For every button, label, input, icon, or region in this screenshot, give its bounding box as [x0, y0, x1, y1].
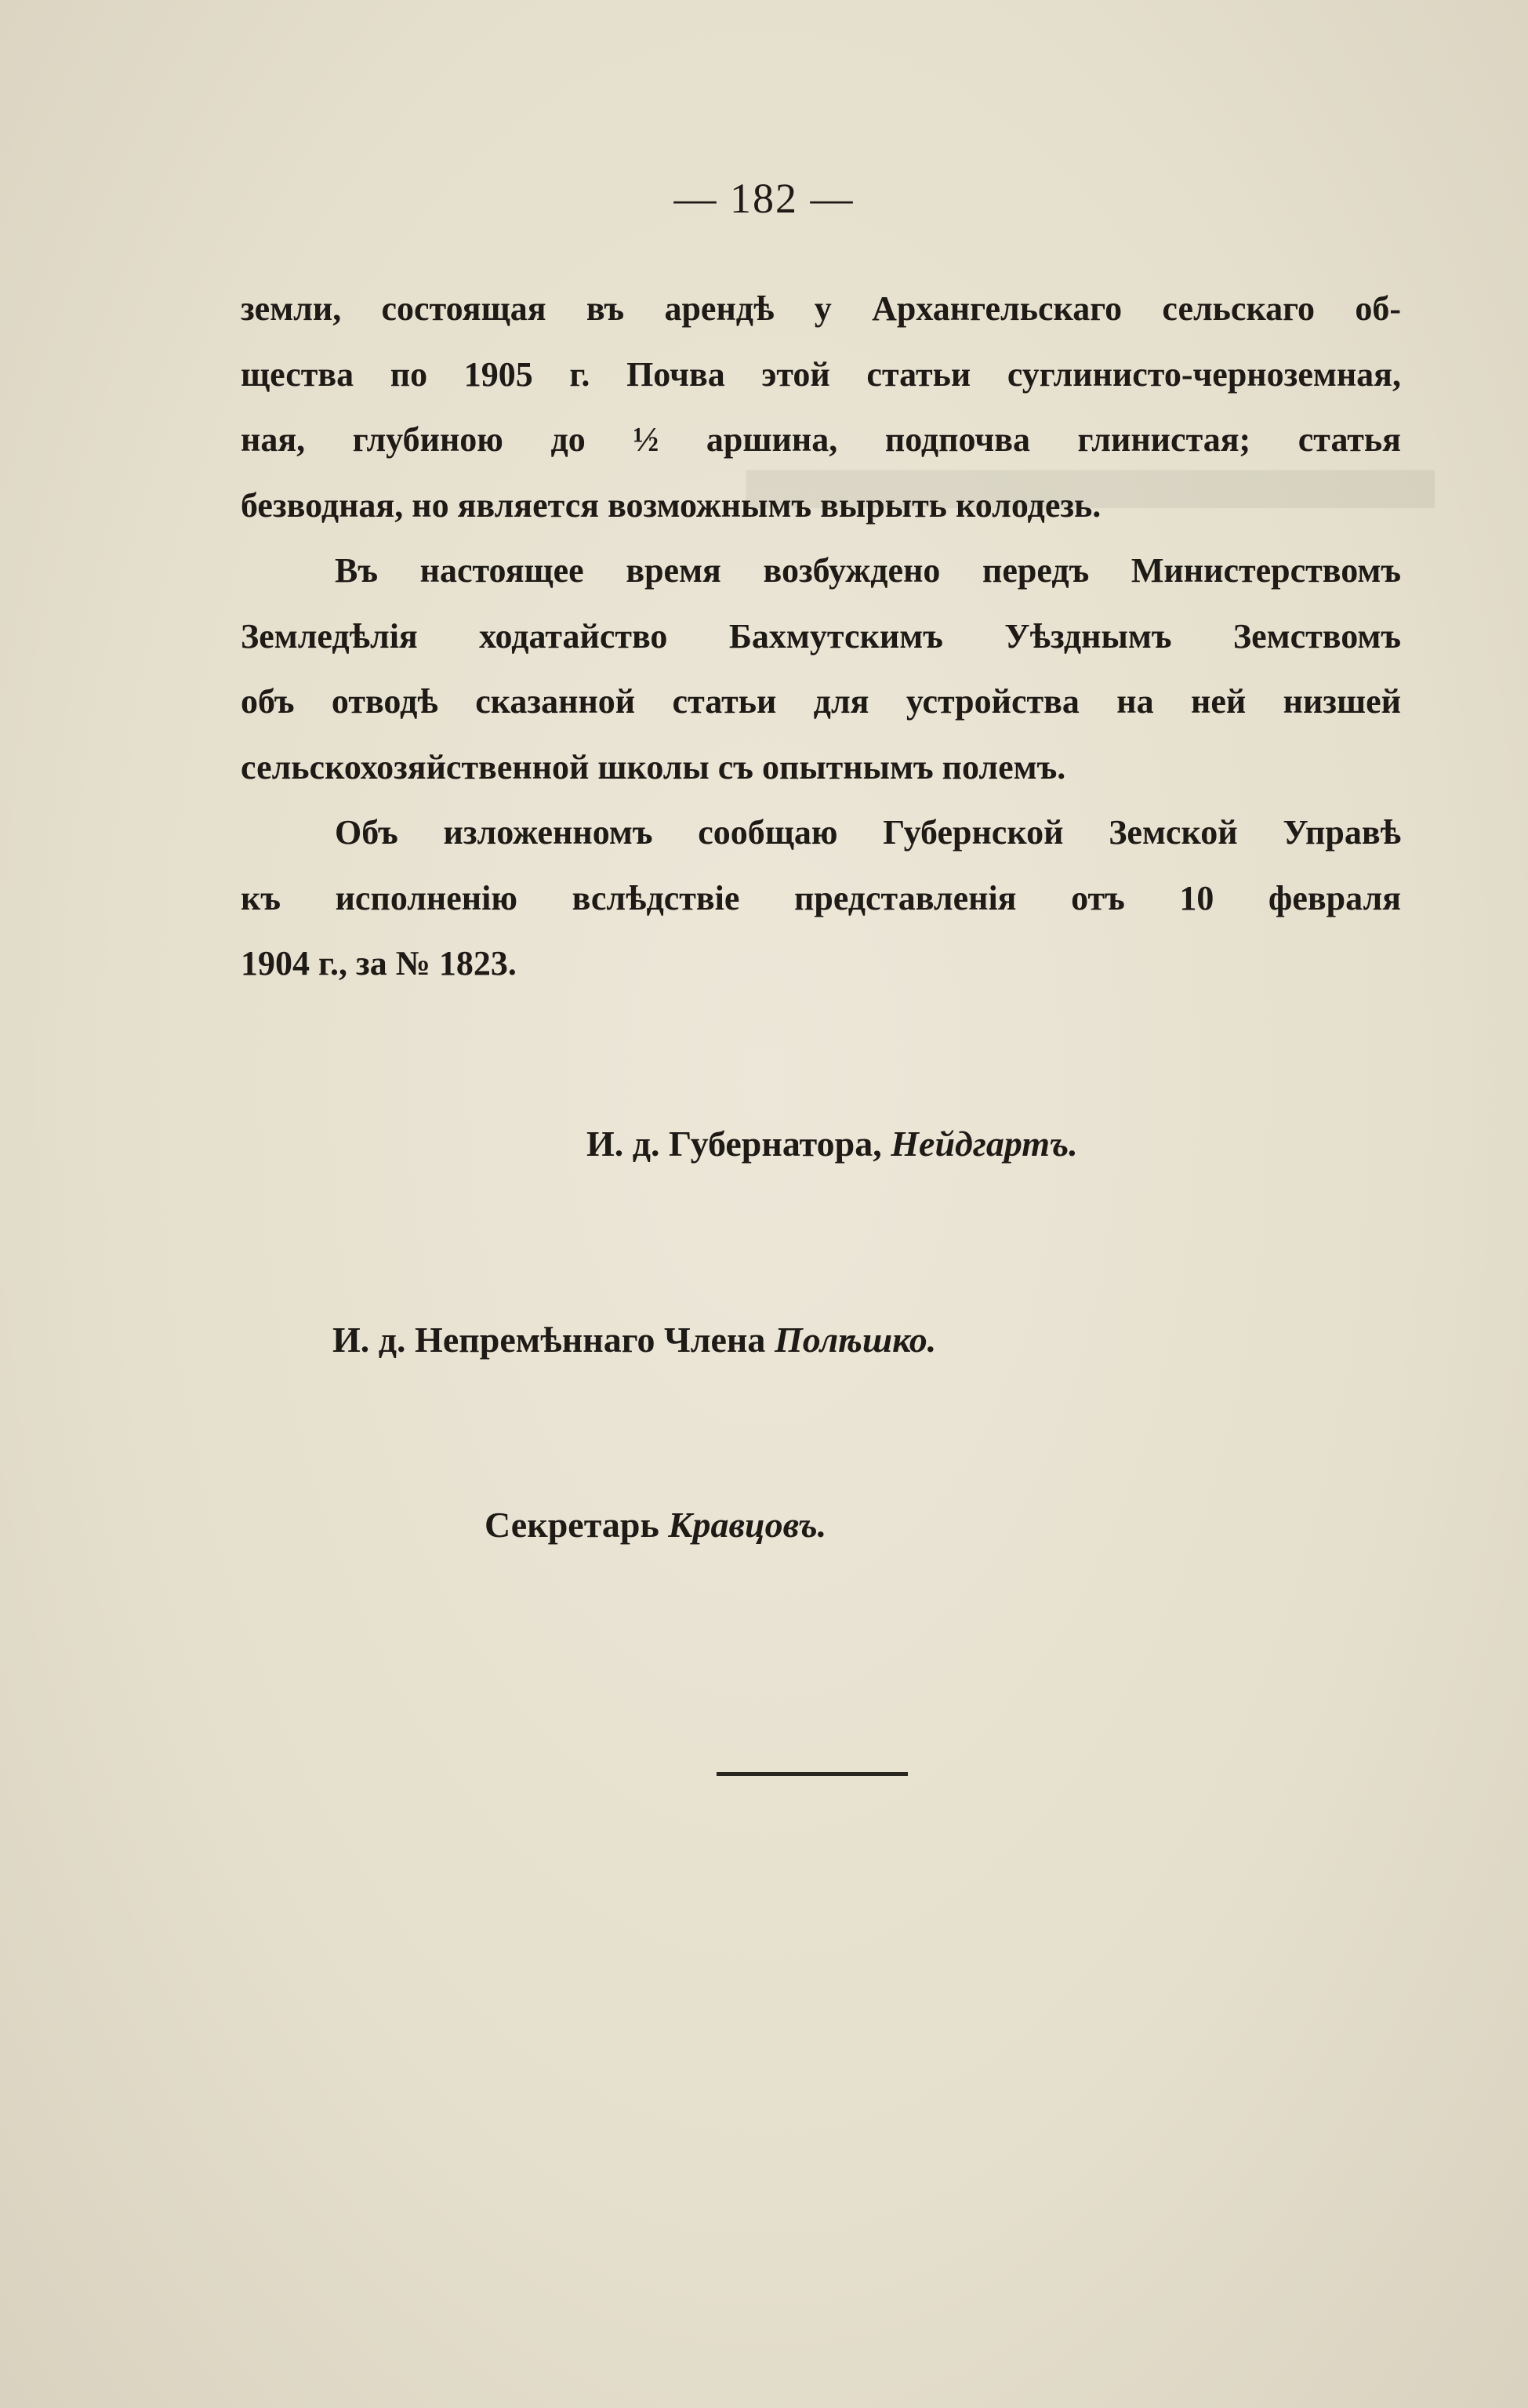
text-line: ная, глубиною до ½ аршина, подпочва глинистая; статья: [241, 420, 1401, 459]
signature-title: И. д. Непремѣннаго Члена: [332, 1320, 766, 1360]
text-line: объ отводѣ сказанной статьи для устройства на ней низшей: [241, 682, 1401, 721]
paragraph: [241, 538, 1401, 800]
text-line: щества по 1905 г. Почва этой статьи суглинисто-черноземная,: [241, 354, 1401, 394]
text-line: безводная, но является возможнымъ вырыть колодезь.: [241, 485, 1102, 525]
signature-title: И. д. Губернатора,: [586, 1124, 882, 1164]
text-line: Объ изложенномъ сообщаю Губернской Земской Управѣ: [335, 813, 1401, 852]
paragraph: [241, 276, 1401, 538]
closing-rule: [717, 1772, 908, 1776]
text-line: земли, состоящая въ арендѣ у Архангельскаго сельскаго об-: [241, 289, 1401, 328]
paragraph: [241, 800, 1401, 997]
bleed-through-texture: ███████████████████████████████: [746, 470, 1435, 506]
text-line: Въ настоящее время возбуждено передъ Министерствомъ: [335, 551, 1401, 590]
signature-name: Нейдгартъ.: [891, 1124, 1078, 1164]
signature-secretary: [485, 1504, 826, 1545]
text-line: сельскохозяйственной школы съ опытнымъ полемъ.: [241, 747, 1066, 786]
signature-governor: [586, 1123, 1078, 1164]
text-line: 1904 г., за № 1823.: [241, 944, 517, 982]
body-text: [241, 276, 1401, 997]
page-number: — 182 —: [673, 175, 855, 222]
signature-permanent-member: [332, 1319, 936, 1360]
signature-name: Кравцовъ.: [668, 1505, 827, 1545]
signature-title: Секретарь: [485, 1505, 659, 1545]
text-line: Земледѣлія ходатайство Бахмутскимъ Уѣзднымъ Земствомъ: [241, 616, 1401, 656]
text-line: къ исполненію вслѣдствіе представленія отъ 10 февраля: [241, 878, 1401, 917]
signature-name: Полѣшко.: [774, 1320, 937, 1360]
